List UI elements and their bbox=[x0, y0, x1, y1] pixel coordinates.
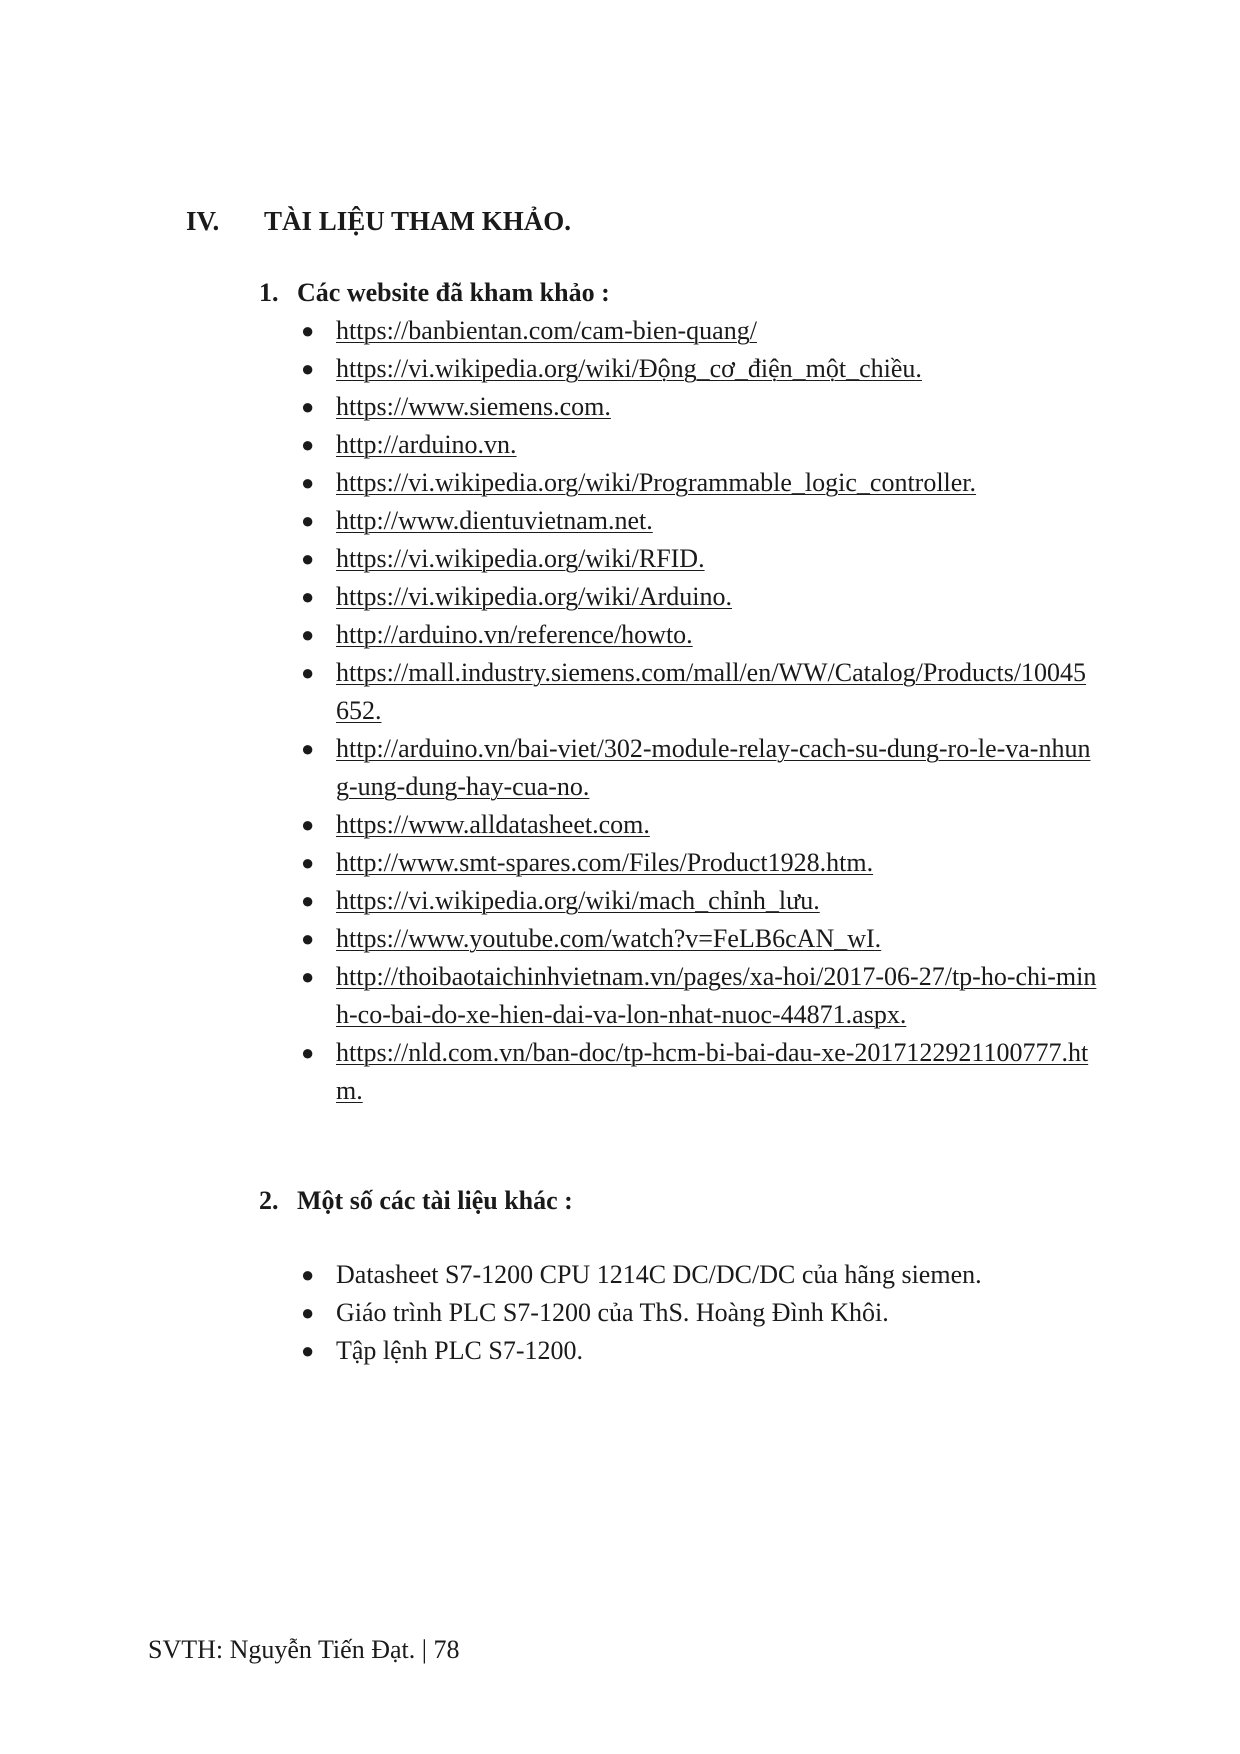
bullet-icon: ● bbox=[301, 1300, 315, 1325]
list-item[interactable] bbox=[297, 426, 1097, 464]
reference-link[interactable]: https://www.alldatasheet.com. bbox=[336, 810, 650, 839]
list-item[interactable] bbox=[297, 312, 1097, 350]
subsection-other-docs-number: 2. bbox=[259, 1186, 279, 1215]
section-heading-title: TÀI LIỆU THAM KHẢO. bbox=[264, 206, 572, 236]
reference-link[interactable]: https://vi.wikipedia.org/wiki/mach_chỉnh_lưu. bbox=[336, 886, 820, 915]
reference-link[interactable]: http://www.smt-spares.com/Files/Product1928.htm. bbox=[336, 848, 874, 877]
bullet-icon: ● bbox=[301, 1262, 315, 1287]
list-item[interactable] bbox=[297, 1034, 1097, 1110]
reference-link[interactable]: http://arduino.vn/reference/howto. bbox=[336, 620, 693, 649]
list-item[interactable] bbox=[297, 502, 1097, 540]
reference-link[interactable]: https://vi.wikipedia.org/wiki/RFID. bbox=[336, 544, 705, 573]
list-item[interactable] bbox=[297, 882, 1097, 920]
list-item[interactable] bbox=[297, 844, 1097, 882]
subsection-websites-number: 1. bbox=[259, 278, 279, 307]
subsection-other-docs-title: Một số các tài liệu khác : bbox=[297, 1186, 573, 1215]
section-heading-number: IV. bbox=[186, 206, 220, 236]
subsection-websites-title: Các website đã kham khảo : bbox=[297, 278, 610, 307]
bullet-icon: ● bbox=[301, 812, 315, 837]
reference-link[interactable]: http://arduino.vn/bai-viet/302-module-relay-cach-su-dung-ro-le-va-nhung-ung-dung-hay-cua-no. bbox=[336, 734, 1091, 801]
document-reference: Datasheet S7-1200 CPU 1214C DC/DC/DC của hãng siemen. bbox=[336, 1260, 982, 1289]
bullet-icon: ● bbox=[301, 470, 315, 495]
list-item bbox=[297, 1332, 1097, 1370]
list-item[interactable] bbox=[297, 388, 1097, 426]
list-item[interactable] bbox=[297, 806, 1097, 844]
list-item[interactable] bbox=[297, 920, 1097, 958]
bullet-icon: ● bbox=[301, 318, 315, 343]
reference-link[interactable]: https://www.siemens.com. bbox=[336, 392, 611, 421]
bullet-icon: ● bbox=[301, 660, 315, 685]
list-item[interactable] bbox=[297, 350, 1097, 388]
other-docs-list bbox=[297, 1256, 1097, 1370]
bullet-icon: ● bbox=[301, 1040, 315, 1065]
list-item[interactable] bbox=[297, 540, 1097, 578]
list-item[interactable] bbox=[297, 616, 1097, 654]
bullet-icon: ● bbox=[301, 546, 315, 571]
bullet-icon: ● bbox=[301, 736, 315, 761]
bullet-icon: ● bbox=[301, 964, 315, 989]
bullet-icon: ● bbox=[301, 850, 315, 875]
reference-link[interactable]: http://www.dientuvietnam.net. bbox=[336, 506, 653, 535]
reference-link[interactable]: http://arduino.vn. bbox=[336, 430, 517, 459]
list-item bbox=[297, 1256, 1097, 1294]
section-heading bbox=[186, 202, 571, 240]
subsection-websites-heading bbox=[259, 274, 610, 312]
reference-link[interactable]: http://thoibaotaichinhvietnam.vn/pages/xa-hoi/2017-06-27/tp-ho-chi-minh-co-bai-do-xe-hien-dai-va-lon-nhat-nuoc-44871.aspx. bbox=[336, 962, 1097, 1029]
bullet-icon: ● bbox=[301, 584, 315, 609]
subsection-other-docs-heading bbox=[259, 1182, 573, 1220]
bullet-icon: ● bbox=[301, 888, 315, 913]
reference-link[interactable]: https://www.youtube.com/watch?v=FeLB6cAN_wI. bbox=[336, 924, 882, 953]
bullet-icon: ● bbox=[301, 508, 315, 533]
list-item[interactable] bbox=[297, 730, 1097, 806]
document-reference: Giáo trình PLC S7-1200 của ThS. Hoàng Đình Khôi. bbox=[336, 1298, 889, 1327]
website-link-list bbox=[297, 312, 1097, 1110]
bullet-icon: ● bbox=[301, 432, 315, 457]
bullet-icon: ● bbox=[301, 622, 315, 647]
list-item bbox=[297, 1294, 1097, 1332]
list-item[interactable] bbox=[297, 464, 1097, 502]
bullet-icon: ● bbox=[301, 356, 315, 381]
bullet-icon: ● bbox=[301, 394, 315, 419]
reference-link[interactable]: https://vi.wikipedia.org/wiki/Động_cơ_điện_một_chiều. bbox=[336, 354, 922, 383]
reference-link[interactable]: https://banbientan.com/cam-bien-quang/ bbox=[336, 316, 757, 345]
list-item[interactable] bbox=[297, 958, 1097, 1034]
bullet-icon: ● bbox=[301, 1338, 315, 1363]
list-item[interactable] bbox=[297, 578, 1097, 616]
list-item[interactable] bbox=[297, 654, 1097, 730]
reference-link[interactable]: https://vi.wikipedia.org/wiki/Programmable_logic_controller. bbox=[336, 468, 977, 497]
bullet-icon: ● bbox=[301, 926, 315, 951]
page-footer: SVTH: Nguyễn Tiến Đạt. | 78 bbox=[148, 1635, 460, 1664]
document-reference: Tập lệnh PLC S7-1200. bbox=[336, 1336, 583, 1365]
reference-link[interactable]: https://vi.wikipedia.org/wiki/Arduino. bbox=[336, 582, 733, 611]
reference-link[interactable]: https://nld.com.vn/ban-doc/tp-hcm-bi-bai-dau-xe-2017122921100777.htm. bbox=[336, 1038, 1089, 1105]
reference-link[interactable]: https://mall.industry.siemens.com/mall/en/WW/Catalog/Products/10045652. bbox=[336, 658, 1087, 725]
